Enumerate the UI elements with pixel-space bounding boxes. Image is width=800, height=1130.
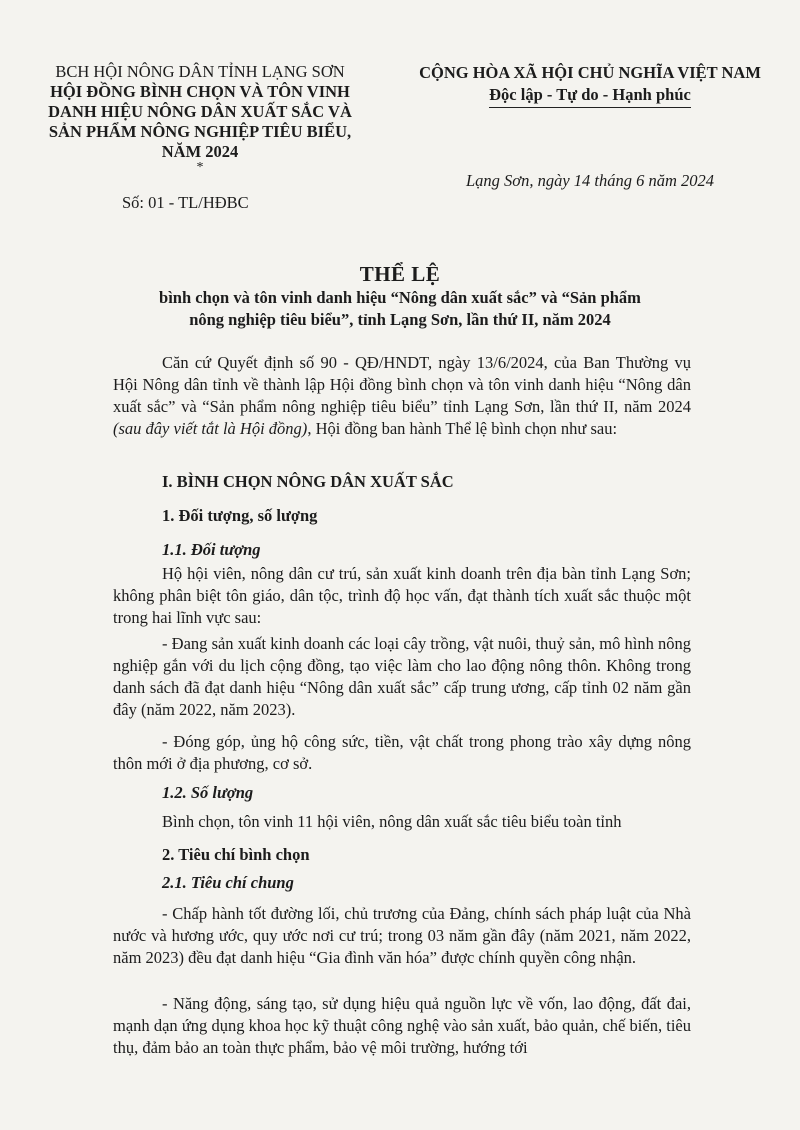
- paragraph-doi-tuong: Hộ hội viên, nông dân cư trú, sản xuất kinh doanh trên địa bàn tỉnh Lạng Sơn; không phân biệt tôn giáo, dân tộc, trình độ học vấn, đạt thành tích xuất sắc thuộc một trong hai lĩnh vực sau:: [113, 564, 691, 627]
- issuing-organization: [20, 62, 380, 174]
- document-number: Số: 01 - TL/HĐBC: [122, 193, 249, 212]
- document-subtitle: [120, 287, 680, 331]
- subtitle-line-1: bình chọn và tôn vinh danh hiệu “Nông dân xuất sắc” và “Sản phẩm: [159, 288, 641, 307]
- heading-2: 2. Tiêu chí bình chọn: [162, 845, 310, 864]
- document-title: THỂ LỆ: [359, 262, 441, 286]
- org-line-3: DANH HIỆU NÔNG DÂN XUẤT SẮC VÀ: [48, 102, 352, 121]
- intro-text-before: Căn cứ Quyết định số 90 - QĐ/HNDT, ngày 13/6/2024, của Ban Thường vụ Hội Nông dân tỉnh về thành lập Hội đồng bình chọn và tôn vinh danh hiệu “Nông dân xuất sắc” và “Sản phẩm nông nghiệp tiêu biểu” tỉnh Lạng Sơn, lần thứ II, năm 2024: [113, 353, 691, 416]
- national-motto: Độc lập - Tự do - Hạnh phúc: [489, 84, 691, 108]
- intro-text-italic: (sau đây viết tắt là Hội đồng): [113, 419, 308, 438]
- heading-1-1: 1. Đối tượng, số lượng: [162, 506, 318, 525]
- heading-1-1-1: 1.1. Đối tượng: [162, 540, 261, 559]
- heading-1-2: 1.2. Số lượng: [162, 783, 254, 802]
- intro-text-after: , Hội đồng ban hành Thể lệ bình chọn như sau:: [307, 419, 618, 438]
- org-line-2: HỘI ĐỒNG BÌNH CHỌN VÀ TÔN VINH: [50, 82, 350, 101]
- paragraph-tieu-chi-2: - Năng động, sáng tạo, sử dụng hiệu quả nguồn lực về vốn, lao động, đất đai, mạnh dạn ứng dụng khoa học kỹ thuật công nghệ vào sản xuất, bảo quản, chế biến, tiêu thụ, đảm bảo an toàn thực phẩm, bảo vệ môi trường, hướng tới: [113, 994, 691, 1057]
- star-divider: *: [196, 160, 204, 175]
- paragraph-linh-vuc-2: - Đóng góp, ủng hộ công sức, tiền, vật chất trong phong trào xây dựng nông thôn mới ở địa phương, cơ sở.: [113, 732, 691, 773]
- subtitle-line-2: nông nghiệp tiêu biểu”, tỉnh Lạng Sơn, lần thứ II, năm 2024: [189, 310, 611, 329]
- place-date: Lạng Sơn, ngày 14 tháng 6 năm 2024: [465, 171, 715, 190]
- org-line-5: NĂM 2024: [161, 142, 239, 161]
- org-line-1: BCH HỘI NÔNG DÂN TỈNH LẠNG SƠN: [55, 62, 345, 81]
- national-heading: [380, 62, 800, 108]
- country-name: CỘNG HÒA XÃ HỘI CHỦ NGHĨA VIỆT NAM: [419, 63, 761, 82]
- intro-paragraph: [113, 352, 691, 440]
- paragraph-linh-vuc-1: - Đang sản xuất kinh doanh các loại cây trồng, vật nuôi, thuỷ sản, mô hình nông nghiệp gắn với du lịch cộng đồng, tạo việc làm cho lao động nông thôn. Không trong danh sách đã đạt danh hiệu “Nông dân xuất sắc” cấp trung ương, cấp tỉnh 02 năm gần đây (năm 2022, năm 2023).: [113, 634, 691, 719]
- org-line-4: SẢN PHẨM NÔNG NGHIỆP TIÊU BIỂU,: [48, 122, 352, 141]
- section-heading-1: I. BÌNH CHỌN NÔNG DÂN XUẤT SẮC: [162, 472, 454, 491]
- paragraph-so-luong: Bình chọn, tôn vinh 11 hội viên, nông dân xuất sắc tiêu biểu toàn tỉnh: [162, 812, 622, 831]
- paragraph-tieu-chi-1: - Chấp hành tốt đường lối, chủ trương của Đảng, chính sách pháp luật của Nhà nước và hương ước, quy ước nơi cư trú; trong 03 năm gần đây (năm 2021, năm 2022, năm 2023) đều đạt danh hiệu “Gia đình văn hóa” được chính quyền công nhận.: [113, 904, 691, 967]
- heading-2-1: 2.1. Tiêu chí chung: [162, 873, 294, 892]
